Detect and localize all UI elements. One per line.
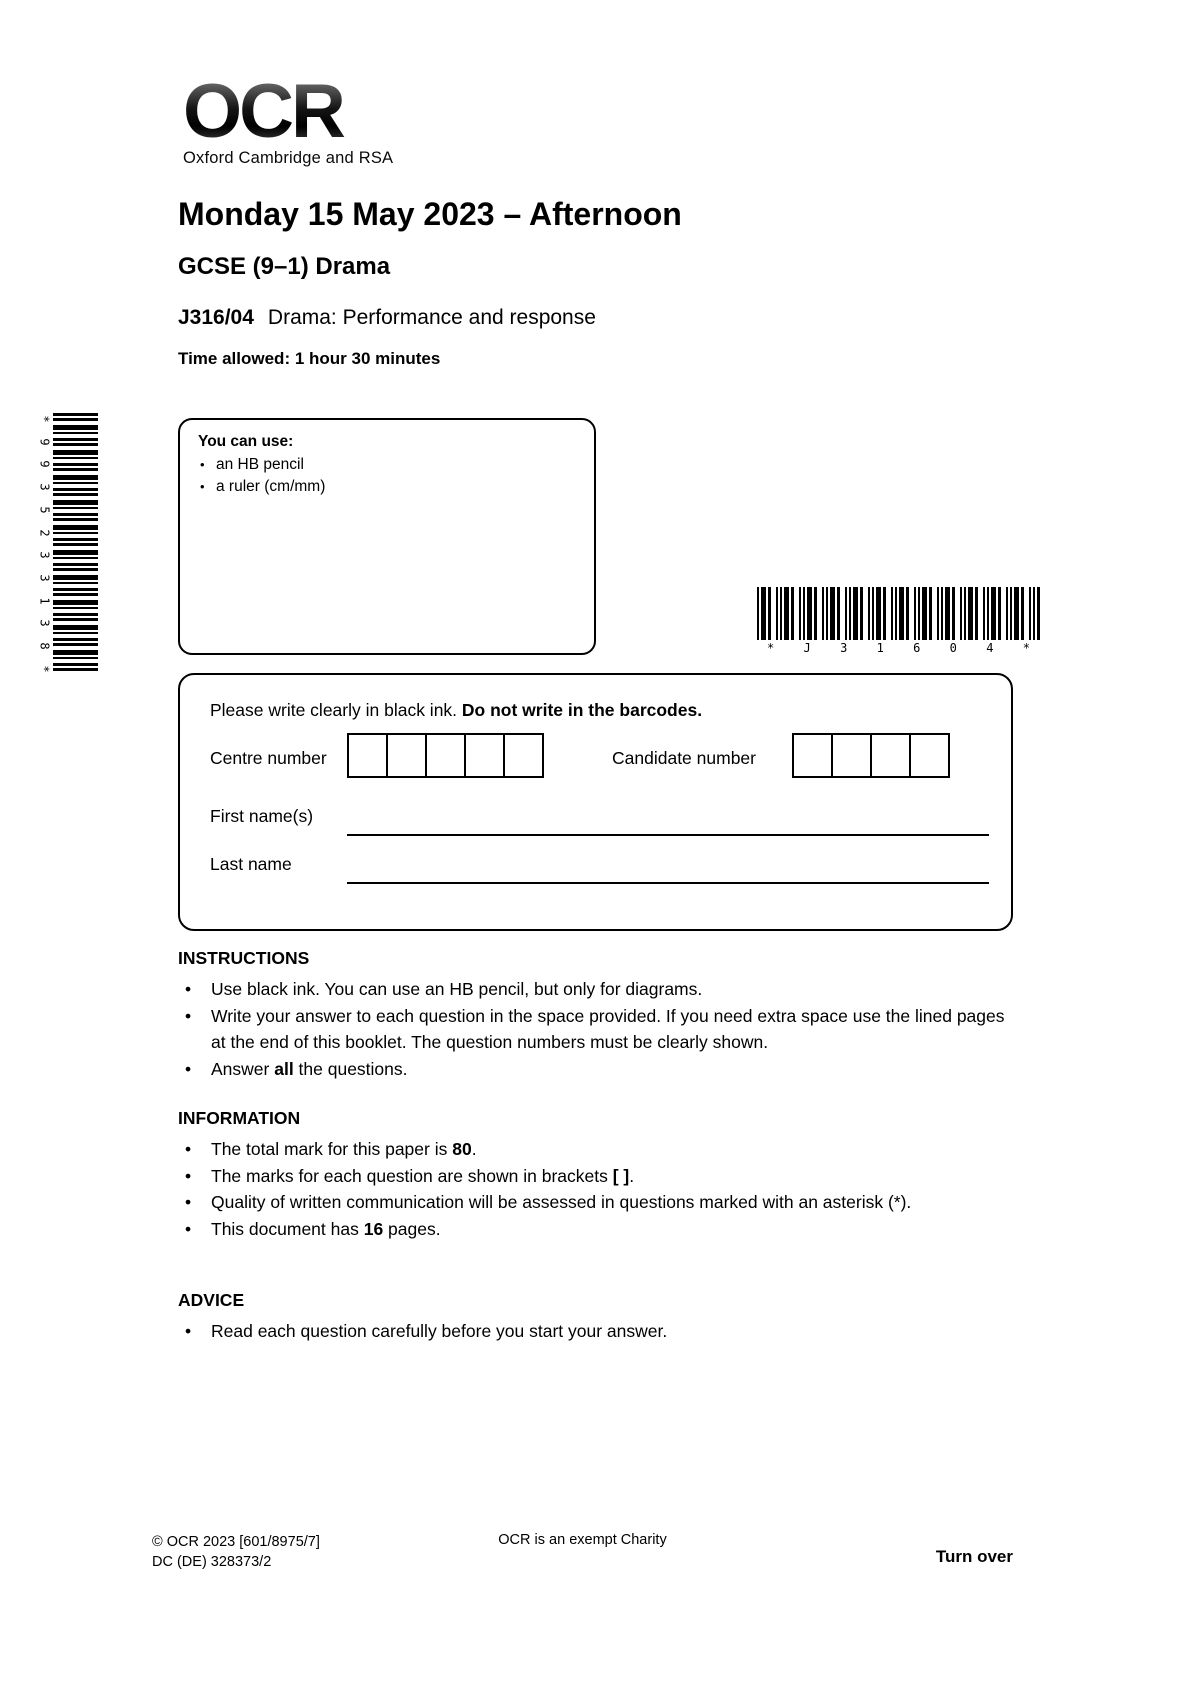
- instructions-section: [178, 948, 1020, 1082]
- paper-barcode-label: * J 3 1 6 0 4 *: [767, 641, 1030, 655]
- instruction-item: • Use black ink. You can use an HB pencil, but only for diagrams.: [178, 976, 1020, 1003]
- instruction-item: • Answer all the questions.: [178, 1056, 1020, 1083]
- footer-copyright: © OCR 2023 [601/8975/7]: [152, 1534, 320, 1550]
- candidate-number-label: Candidate number: [612, 748, 756, 768]
- advice-section: [178, 1290, 1020, 1345]
- materials-box: [178, 418, 596, 655]
- paper-code: J316/04: [178, 306, 254, 329]
- information-item: • This document has 16 pages.: [178, 1216, 1020, 1243]
- ocr-logo-block: [183, 69, 394, 168]
- advice-item: • Read each question carefully before you start your answer.: [178, 1318, 1020, 1345]
- candidate-number-cell[interactable]: [870, 733, 911, 778]
- black-ink-notice-regular: Please write clearly in black ink.: [210, 700, 462, 720]
- candidate-number-cell[interactable]: [909, 733, 950, 778]
- time-allowed: Time allowed: 1 hour 30 minutes: [178, 349, 441, 368]
- centre-number-cell[interactable]: [425, 733, 466, 778]
- information-section: [178, 1108, 1020, 1242]
- materials-item: • a ruler (cm/mm): [198, 476, 576, 498]
- vertical-barcode-label: * 9 9 3 5 2 3 3 1 3 8 *: [37, 415, 52, 673]
- candidate-number-cell[interactable]: [792, 733, 833, 778]
- materials-list: [198, 454, 576, 498]
- exam-date-heading: Monday 15 May 2023 – Afternoon: [178, 196, 682, 232]
- advice-heading: ADVICE: [178, 1290, 245, 1310]
- footer-doc-ref: DC (DE) 328373/2: [152, 1554, 272, 1570]
- ocr-tagline: Oxford Cambridge and RSA: [183, 149, 394, 168]
- last-name-label: Last name: [210, 854, 292, 874]
- vertical-barcode-bars: [53, 413, 98, 675]
- first-name-label: First name(s): [210, 806, 314, 826]
- centre-number-cell[interactable]: [386, 733, 427, 778]
- centre-number-cells: [347, 733, 544, 778]
- vertical-barcode: [36, 413, 98, 675]
- paper-barcode-bars: [757, 587, 1040, 640]
- candidate-details-box: [178, 673, 1013, 931]
- instruction-item: • Write your answer to each question in the space provided. If you need extra space use the lined pages at the end of this booklet. The question numbers must be clearly shown.: [178, 1003, 1020, 1056]
- materials-item: • an HB pencil: [198, 454, 576, 476]
- candidate-number-cell[interactable]: [831, 733, 872, 778]
- information-list: [178, 1136, 1020, 1242]
- information-item: • The total mark for this paper is 80.: [178, 1136, 1020, 1163]
- footer-charity-note: OCR is an exempt Charity: [498, 1532, 667, 1548]
- candidate-number-cells: [792, 733, 950, 778]
- paper-title: Drama: Performance and response: [267, 306, 596, 329]
- centre-number-cell[interactable]: [503, 733, 544, 778]
- instructions-heading: INSTRUCTIONS: [178, 948, 310, 968]
- information-item: • The marks for each question are shown in brackets [ ].: [178, 1163, 1020, 1190]
- centre-number-cell[interactable]: [347, 733, 388, 778]
- information-heading: INFORMATION: [178, 1108, 301, 1128]
- information-item: • Quality of written communication will be assessed in questions marked with an asterisk (*).: [178, 1189, 1020, 1216]
- first-name-input-line[interactable]: [347, 834, 989, 836]
- last-name-input-line[interactable]: [347, 882, 989, 884]
- qualification-heading: GCSE (9–1) Drama: [178, 253, 391, 280]
- advice-list: [178, 1318, 1020, 1345]
- paper-line: [178, 306, 596, 330]
- centre-number-cell[interactable]: [464, 733, 505, 778]
- black-ink-notice: [210, 700, 702, 721]
- centre-number-label: Centre number: [210, 748, 327, 768]
- ocr-logo: OCR: [183, 76, 393, 148]
- materials-box-title: You can use:: [198, 433, 294, 450]
- black-ink-notice-bold: Do not write in the barcodes.: [461, 700, 703, 720]
- instructions-list: [178, 976, 1020, 1082]
- paper-barcode: [757, 587, 1040, 655]
- turn-over-label: Turn over: [935, 1547, 1013, 1566]
